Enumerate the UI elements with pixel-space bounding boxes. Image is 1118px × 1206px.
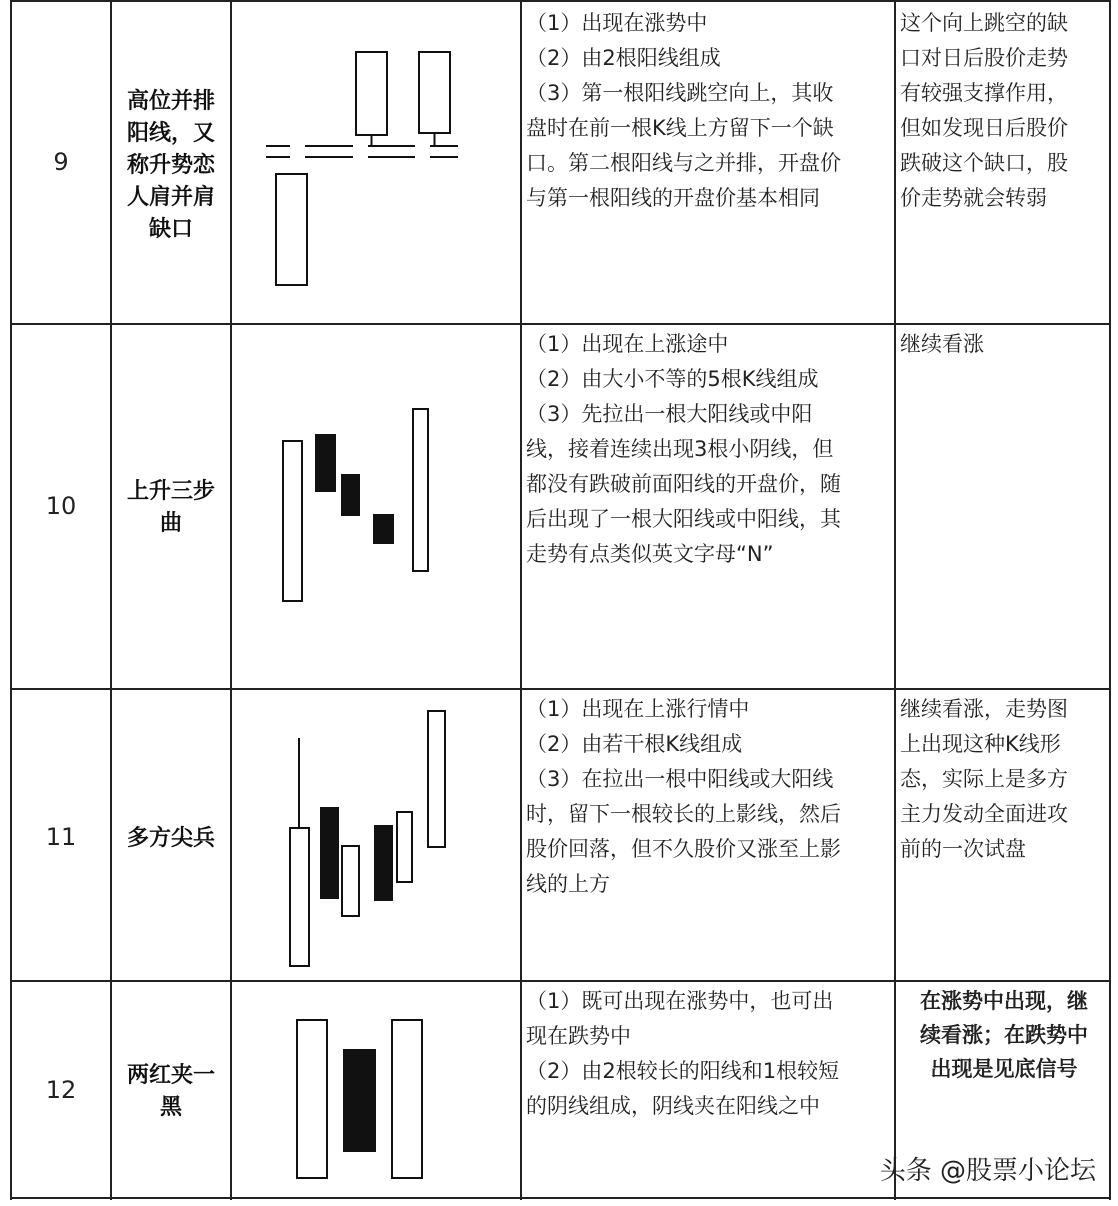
note-line: 续看涨；在跌势中 bbox=[920, 1023, 1088, 1047]
condition-line: 线的上方 bbox=[526, 872, 610, 896]
column-divider bbox=[110, 0, 112, 1200]
note-line: 口对日后股价走势 bbox=[900, 46, 1068, 70]
pattern-note bbox=[900, 984, 1108, 1086]
row-divider bbox=[10, 323, 1111, 325]
pattern-note bbox=[900, 6, 1108, 216]
row-divider bbox=[10, 980, 1111, 982]
note-line: 但如发现日后股价 bbox=[900, 116, 1068, 140]
pattern-name bbox=[114, 476, 228, 540]
condition-line: 后出现了一根大阳线或中阳线，其 bbox=[526, 507, 841, 531]
condition-line: （2）由2根阳线组成 bbox=[526, 46, 721, 70]
condition-line: 时，留下一根较长的上影线，然后 bbox=[526, 802, 841, 826]
column-divider bbox=[1109, 0, 1111, 1200]
candle-bullish bbox=[342, 846, 359, 916]
condition-line: 现在跌势中 bbox=[526, 1024, 631, 1048]
pattern-name bbox=[114, 823, 228, 855]
pattern-name-line: 高位并排 bbox=[126, 89, 215, 114]
note-line: 出现是见底信号 bbox=[930, 1057, 1078, 1081]
pattern-name-line: 曲 bbox=[159, 511, 182, 536]
condition-line: 与第一根阳线的开盘价基本相同 bbox=[526, 186, 820, 210]
pattern-name-line: 黑 bbox=[159, 1095, 182, 1120]
condition-line: 口。第二根阳线与之并排，开盘价 bbox=[526, 151, 841, 175]
condition-line: 盘时在前一根K线上方留下一个缺 bbox=[526, 116, 834, 140]
condition-line: 线，接着连续出现3根小阴线，但 bbox=[526, 437, 834, 461]
candle-bearish bbox=[374, 515, 393, 543]
pattern-conditions bbox=[526, 6, 892, 216]
pattern-name bbox=[114, 86, 228, 246]
condition-line: （1）出现在上涨行情中 bbox=[526, 697, 750, 721]
table-top-border bbox=[10, 0, 1111, 2]
pattern-conditions bbox=[526, 327, 892, 572]
candle-bearish bbox=[321, 808, 338, 898]
pattern-note bbox=[900, 692, 1108, 867]
candle-bearish bbox=[375, 826, 392, 900]
pattern-name-line: 缺口 bbox=[148, 217, 193, 242]
candle-bullish bbox=[276, 174, 307, 285]
candle-bullish bbox=[356, 52, 387, 135]
pattern-conditions bbox=[526, 984, 892, 1124]
candle-bullish bbox=[392, 1020, 422, 1178]
note-line: 有较强支撑作用， bbox=[900, 81, 1068, 105]
pattern-name-line: 人肩并肩 bbox=[126, 185, 215, 210]
row-number: 10 bbox=[45, 492, 77, 520]
column-divider bbox=[894, 0, 896, 1200]
note-line: 前的一次试盘 bbox=[900, 837, 1026, 861]
candle-bullish bbox=[413, 409, 428, 571]
note-line: 在涨势中出现，继 bbox=[920, 989, 1088, 1013]
condition-line: （2）由大小不等的5根K线组成 bbox=[526, 367, 819, 391]
table-bottom-border bbox=[10, 1197, 1111, 1199]
candle-bearish bbox=[316, 435, 335, 491]
candle-bullish bbox=[297, 1020, 327, 1178]
note-line: 继续看涨，走势图 bbox=[900, 697, 1068, 721]
pattern-name-line: 多方尖兵 bbox=[126, 826, 215, 851]
condition-line: （3）在拉出一根中阳线或大阳线 bbox=[526, 767, 834, 791]
candle-bearish bbox=[344, 1050, 375, 1151]
pattern-conditions bbox=[526, 692, 892, 902]
candle-bullish bbox=[397, 812, 412, 882]
condition-line: （2）由若干根K线组成 bbox=[526, 732, 743, 756]
pattern-name-line: 称升势恋 bbox=[126, 153, 215, 178]
row-number: 12 bbox=[45, 1076, 77, 1104]
condition-line: （1）出现在上涨途中 bbox=[526, 332, 729, 356]
note-line: 跌破这个缺口，股 bbox=[900, 151, 1068, 175]
watermark: 头条 @股票小论坛 bbox=[879, 1156, 1096, 1186]
row-divider bbox=[10, 688, 1111, 690]
row-number: 11 bbox=[45, 823, 77, 851]
condition-line: 的阴线组成，阴线夹在阳线之中 bbox=[526, 1094, 820, 1118]
pattern-note bbox=[900, 327, 1108, 362]
condition-line: （3）先拉出一根大阳线或中阳 bbox=[526, 402, 813, 426]
condition-line: （1）出现在涨势中 bbox=[526, 11, 708, 35]
pattern-name bbox=[114, 1060, 228, 1124]
column-divider bbox=[520, 0, 522, 1200]
note-line: 这个向上跳空的缺 bbox=[900, 11, 1068, 35]
pattern-9-chart bbox=[232, 2, 520, 322]
pattern-name-line: 两红夹一 bbox=[126, 1063, 215, 1088]
pattern-10-chart bbox=[232, 325, 520, 687]
note-line: 上出现这种K线形 bbox=[900, 732, 1061, 756]
condition-line: 都没有跌破前面阳线的开盘价，随 bbox=[526, 472, 841, 496]
candle-bullish bbox=[283, 441, 302, 601]
pattern-name-line: 阳线，又 bbox=[126, 121, 215, 146]
note-line: 继续看涨 bbox=[900, 332, 984, 356]
condition-line: （3）第一根阳线跳空向上，其收 bbox=[526, 81, 834, 105]
note-line: 态，实际上是多方 bbox=[900, 767, 1068, 791]
candle-bullish bbox=[428, 711, 445, 847]
column-divider bbox=[10, 0, 12, 1200]
row-number: 9 bbox=[53, 148, 69, 176]
condition-line: 股价回落，但不久股价又涨至上影 bbox=[526, 837, 841, 861]
note-line: 价走势就会转弱 bbox=[900, 186, 1047, 210]
pattern-12-chart bbox=[232, 982, 520, 1196]
condition-line: 走势有点类似英文字母“N” bbox=[526, 542, 774, 566]
candle-bullish bbox=[419, 52, 450, 133]
condition-line: （1）既可出现在涨势中，也可出 bbox=[526, 989, 834, 1013]
note-line: 主力发动全面进攻 bbox=[900, 802, 1068, 826]
candle-bearish bbox=[342, 475, 359, 515]
pattern-11-chart bbox=[232, 690, 520, 980]
condition-line: （2）由2根较长的阳线和1根较短 bbox=[526, 1059, 840, 1083]
candle-bullish bbox=[290, 828, 309, 966]
pattern-name-line: 上升三步 bbox=[126, 479, 215, 504]
